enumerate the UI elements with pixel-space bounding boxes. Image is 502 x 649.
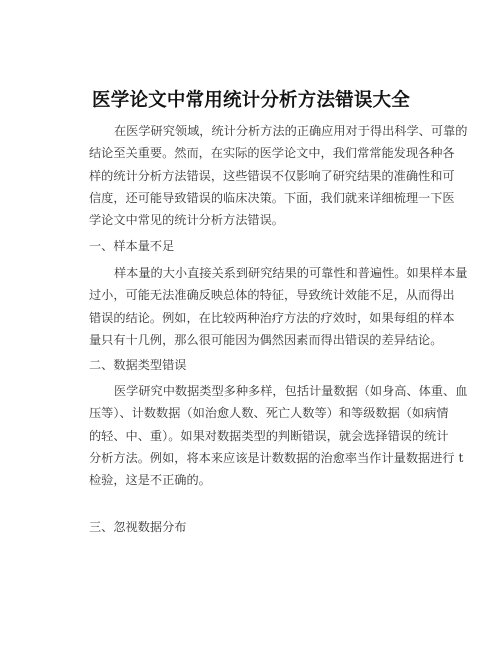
section-paragraph-data-type bbox=[89, 380, 468, 491]
intro-line: 样的统计分析方法错误，这些错误不仅影响了研究结果的准确性和可 bbox=[89, 168, 455, 183]
section-heading-data-type: 二、数据类型错误 bbox=[89, 358, 187, 372]
intro-line: 在医学研究领域，统计分析方法的正确应用对于得出科学、可靠的 bbox=[114, 124, 468, 138]
section-paragraph-sample-size bbox=[89, 262, 468, 351]
intro-paragraph bbox=[89, 120, 468, 231]
section-heading-data-distribution: 三、忽视数据分布 bbox=[89, 520, 187, 534]
intro-line: 结论至关重要。然而，在实际的医学论文中，我们常常能发现各种各 bbox=[89, 146, 455, 161]
document-title: 医学论文中常用统计分析方法错误大全 bbox=[92, 90, 410, 111]
paragraph-line: 错误的结论。例如，在比较两种治疗方法的疗效时，如果每组的样本 bbox=[89, 310, 455, 325]
intro-line: 学论文中常见的统计分析方法错误。 bbox=[89, 213, 284, 228]
paragraph-line: 医学研究中数据类型多种多样，包括计量数据（如身高、体重、血 bbox=[114, 384, 468, 398]
paragraph-line: 的轻、中、重）。如果对数据类型的判断错误，就会选择错误的统计 bbox=[89, 428, 449, 443]
paragraph-line: 量只有十几例，那么很可能因为偶然因素而得出错误的差异结论。 bbox=[89, 332, 443, 347]
paragraph-line: 样本量的大小直接关系到研究结果的可靠性和普遍性。如果样本量 bbox=[114, 266, 468, 280]
paragraph-line: 检验，这是不正确的。 bbox=[89, 473, 211, 488]
section-heading-sample-size: 一、样本量不足 bbox=[89, 239, 175, 253]
paragraph-line: 过小，可能无法准确反映总体的特征，导致统计效能不足，从而得出 bbox=[89, 288, 455, 303]
paragraph-line: 分析方法。例如，将本来应该是计数数据的治愈率当作计量数据进行 t bbox=[89, 450, 464, 465]
paragraph-line: 压等）、计数数据（如治愈人数、死亡人数等）和等级数据（如病情 bbox=[89, 406, 449, 421]
intro-line: 信度，还可能导致错误的临床决策。下面，我们就来详细梳理一下医 bbox=[89, 190, 455, 205]
